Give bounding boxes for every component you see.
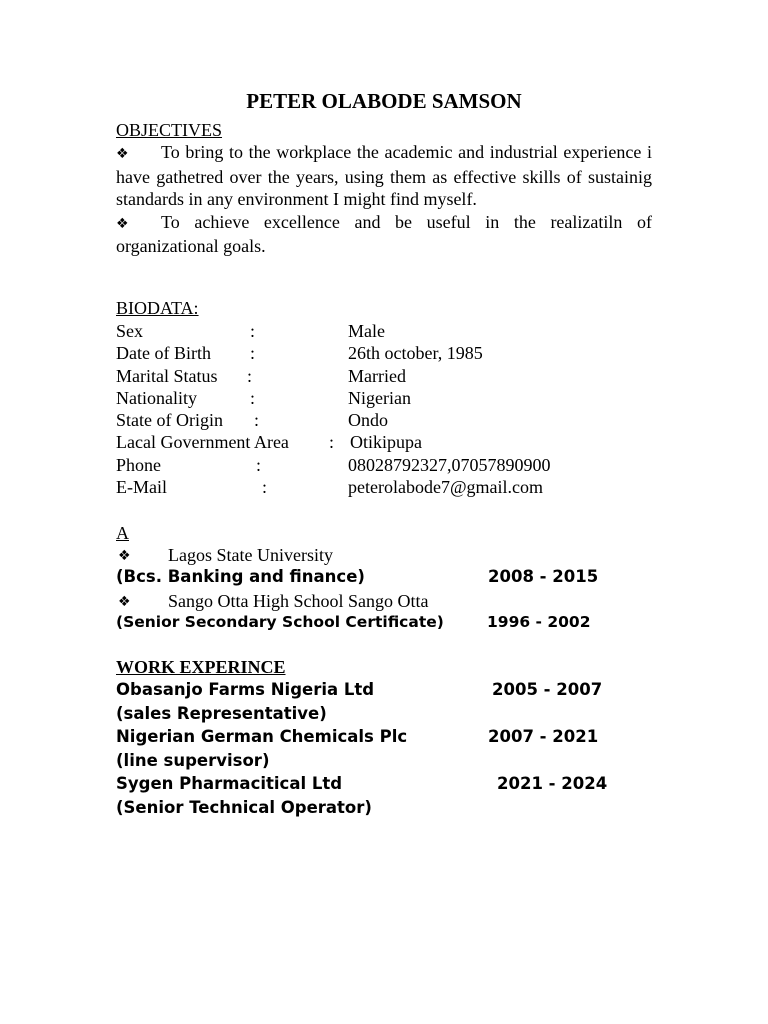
biodata-colon: : xyxy=(250,387,256,408)
work-company: Obasanjo Farms Nigeria Ltd xyxy=(116,680,375,699)
work-company: Nigerian German Chemicals Plc xyxy=(116,727,408,746)
education-school-line xyxy=(116,590,652,613)
work-experience-section xyxy=(116,680,652,821)
education-school: Lagos State University xyxy=(168,545,333,565)
objectives-heading: OBJECTIVES xyxy=(116,120,223,140)
biodata-label: Nationality xyxy=(116,387,197,408)
education-school-line xyxy=(116,544,652,567)
biodata-row xyxy=(116,342,652,364)
biodata-label: Lacal Government Area xyxy=(116,432,289,453)
biodata-colon: : xyxy=(247,365,253,386)
work-company-line xyxy=(116,727,652,751)
biodata-colon: : xyxy=(250,343,256,364)
education-years: 1996 - 2002 xyxy=(487,613,591,631)
biodata-heading: BIODATA: xyxy=(116,298,199,318)
work-role: (sales Representative) xyxy=(116,703,327,723)
biodata-table xyxy=(116,320,652,498)
biodata-row xyxy=(116,365,652,387)
biodata-label: E-Mail xyxy=(116,477,167,498)
education-years: 2008 - 2015 xyxy=(488,567,599,586)
biodata-value: peterolabode7@gmail.com xyxy=(348,477,544,498)
education-school: Sango Otta High School Sango Otta xyxy=(168,591,429,611)
biodata-label: Sex xyxy=(116,321,143,341)
work-years: 2021 - 2024 xyxy=(497,774,608,793)
biodata-row xyxy=(116,320,652,342)
bullet-diamond-icon: ❖ xyxy=(118,548,131,564)
work-company: Sygen Pharmacitical Ltd xyxy=(116,774,343,793)
biodata-value: Nigerian xyxy=(348,387,411,408)
biodata-colon: : xyxy=(254,410,260,431)
biodata-colon: : xyxy=(329,432,335,453)
biodata-value: Otikipupa xyxy=(350,432,422,453)
education-qualification-line xyxy=(116,567,652,590)
biodata-colon: : xyxy=(250,321,256,341)
bullet-diamond-icon: ❖ xyxy=(118,594,131,610)
objective-text: To bring to the workplace the academic and industrial experience i have gathetred over the years, using them as effective skills of sustainig standards in any environment I might find myself. xyxy=(116,142,652,209)
biodata-row xyxy=(116,409,652,431)
objective-item xyxy=(116,141,652,211)
bullet-diamond-icon: ❖ xyxy=(116,146,129,162)
work-role: (Senior Technical Operator) xyxy=(116,797,372,817)
work-role-line xyxy=(116,704,652,728)
objective-item xyxy=(116,211,652,258)
bullet-diamond-icon: ❖ xyxy=(116,215,129,232)
work-company-line xyxy=(116,774,652,798)
biodata-label: Marital Status xyxy=(116,365,218,386)
education-qualification-line xyxy=(116,613,652,636)
biodata-label: Phone xyxy=(116,454,161,475)
biodata-row xyxy=(116,431,652,453)
biodata-row xyxy=(116,454,652,476)
biodata-row xyxy=(116,387,652,409)
work-role-line xyxy=(116,798,652,822)
education-qualification: (Bcs. Banking and finance) xyxy=(116,567,365,586)
biodata-value: Married xyxy=(348,365,406,386)
resume-name: PETER OLABODE SAMSON xyxy=(246,89,522,113)
biodata-row xyxy=(116,476,652,498)
biodata-colon: : xyxy=(256,454,262,475)
biodata-value: 08028792327,07057890900 xyxy=(348,454,551,475)
work-experience-heading: WORK EXPERINCE xyxy=(116,657,286,677)
biodata-value: 26th october, 1985 xyxy=(348,343,483,364)
objective-text: To achieve excellence and be useful in the realizatiln of organizational goals. xyxy=(116,211,652,256)
biodata-label: Date of Birth xyxy=(116,343,211,364)
work-role: (line supervisor) xyxy=(116,750,270,770)
biodata-value: Ondo xyxy=(348,410,388,431)
biodata-label: State of Origin xyxy=(116,410,223,431)
work-years: 2005 - 2007 xyxy=(492,680,603,699)
biodata-colon: : xyxy=(262,477,268,498)
education-qualification: (Senior Secondary School Certificate) xyxy=(116,613,444,631)
work-company-line xyxy=(116,680,652,704)
objectives-list xyxy=(116,141,652,258)
biodata-value: Male xyxy=(348,321,385,341)
education-section xyxy=(116,544,652,636)
work-role-line xyxy=(116,751,652,775)
work-years: 2007 - 2021 xyxy=(488,727,599,746)
education-heading: A xyxy=(116,523,129,543)
